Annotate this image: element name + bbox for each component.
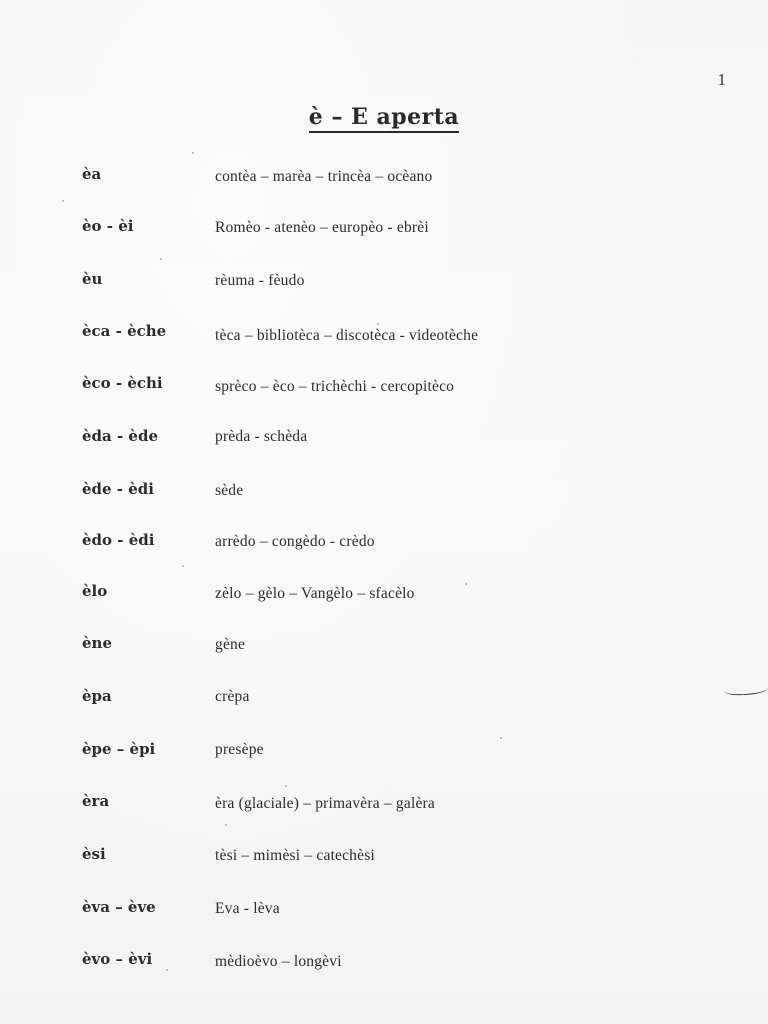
pattern-label: èvo – èvi — [82, 950, 153, 968]
example-words: Eva - lèva — [215, 900, 280, 917]
example-words: tèca – bibliotèca – discotèca - videotèche — [215, 327, 479, 344]
page-number: 1 — [717, 70, 726, 89]
example-words: crèpa — [215, 688, 250, 705]
scan-speck — [500, 737, 502, 739]
list-item — [0, 480, 768, 510]
pattern-label: èo - èi — [82, 217, 134, 235]
example-words: arrèdo – congèdo - crèdo — [215, 533, 375, 550]
list-item — [0, 531, 768, 561]
pattern-label: èca - èche — [82, 322, 167, 340]
scan-speck — [285, 785, 287, 787]
pattern-label: ène — [82, 634, 112, 652]
pattern-label: ède - èdi — [82, 480, 154, 498]
example-words: rèuma - fèudo — [215, 272, 305, 289]
example-words: sprèco – èco – trichèchi - cercopitèco — [215, 378, 455, 395]
example-words: zèlo – gèlo – Vangèlo – sfacèlo — [215, 585, 415, 602]
list-item — [0, 792, 768, 822]
page-title — [0, 104, 768, 130]
scan-speck — [182, 565, 184, 567]
pattern-label: èpe – èpi — [82, 740, 156, 758]
list-item — [0, 582, 768, 612]
pattern-label: èa — [82, 165, 102, 183]
pattern-label: èra — [82, 792, 110, 810]
list-item — [0, 427, 768, 457]
list-item — [0, 740, 768, 770]
example-words: mèdioèvo – longèvi — [215, 953, 342, 970]
list-item — [0, 687, 768, 717]
page-title-text: è – E aperta — [309, 104, 459, 133]
list-item — [0, 898, 768, 928]
pattern-label: èda - ède — [82, 427, 158, 445]
pattern-label: èco - èchi — [82, 374, 163, 392]
pattern-label: èva – ève — [82, 898, 156, 916]
scan-speck — [166, 969, 168, 971]
scan-speck — [160, 258, 162, 260]
pattern-label: èsi — [82, 845, 106, 863]
scan-speck — [225, 824, 227, 826]
list-item — [0, 270, 768, 300]
example-words: gène — [215, 636, 246, 653]
list-item — [0, 217, 768, 247]
pattern-label: èdo - èdi — [82, 531, 155, 549]
list-item — [0, 322, 768, 352]
example-words: Romèo - atenèo – europèo - ebrèi — [215, 219, 429, 236]
pattern-label: èpa — [82, 687, 112, 705]
pattern-label: èlo — [82, 582, 108, 600]
example-words: tèsi – mimèsi – catechèsi — [215, 847, 375, 864]
example-words: presèpe — [215, 741, 264, 758]
list-item — [0, 374, 768, 404]
pattern-label: èu — [82, 270, 103, 288]
scan-speck — [62, 200, 64, 202]
example-words: èra (glaciale) – primavèra – galèra — [215, 795, 435, 812]
list-item — [0, 845, 768, 875]
example-words: prèda - schèda — [215, 428, 308, 445]
scan-speck — [377, 323, 379, 325]
list-item — [0, 165, 768, 195]
scan-speck — [465, 583, 467, 585]
scan-speck — [192, 152, 194, 154]
example-words: sède — [215, 482, 244, 499]
example-words: contèa – marèa – trincèa – ocèano — [215, 168, 433, 185]
list-item — [0, 950, 768, 980]
list-item — [0, 634, 768, 664]
